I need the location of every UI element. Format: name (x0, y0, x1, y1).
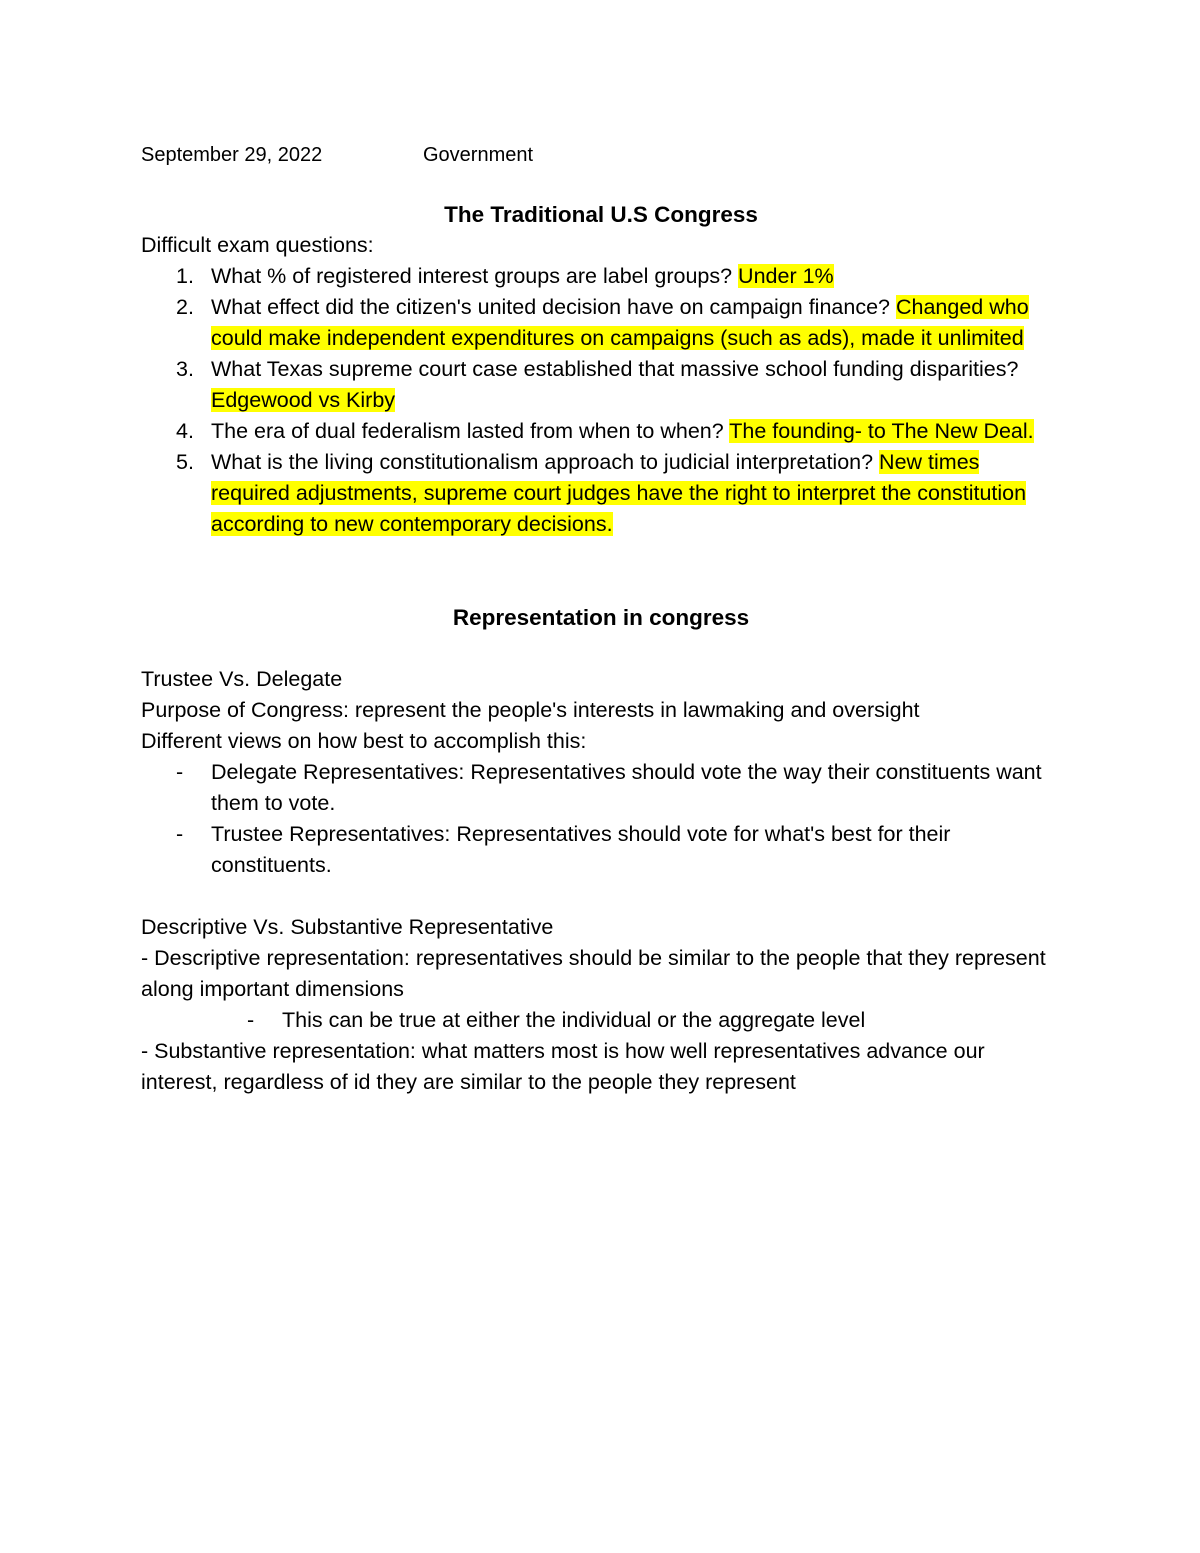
exam-questions-intro: Difficult exam questions: (141, 233, 374, 257)
purpose-text: Purpose of Congress: represent the people's interests in lawmaking and oversight (141, 698, 920, 722)
highlighted-answer: New times required adjustments, supreme court judges have the right to interpret the constitution according to new contemporary decisions. (211, 450, 1027, 536)
exam-questions-list (141, 261, 1061, 540)
list-item (141, 416, 1061, 447)
question-text: What Texas supreme court case established that massive school funding disparities? (211, 357, 1019, 381)
question-text: The era of dual federalism lasted from when to when? (211, 419, 730, 443)
list-item (141, 261, 1061, 292)
views-list (141, 757, 1061, 881)
list-item (141, 819, 1061, 881)
topic-trustee-delegate: Trustee Vs. Delegate (141, 667, 343, 691)
list-item (141, 292, 1061, 354)
question-text: What % of registered interest groups are label groups? (211, 264, 739, 288)
list-marker: 2. (176, 295, 194, 319)
descriptive-sub-item (141, 1005, 1061, 1036)
list-marker: - (176, 760, 184, 784)
view-text: Delegate Representatives: Representatives should vote the way their constituents want them to vote. (211, 760, 1042, 815)
view-text: Trustee Representatives: Representatives should vote for what's best for their constituents. (211, 822, 951, 877)
views-intro: Different views on how best to accomplish this: (141, 729, 587, 753)
highlighted-answer: The founding- to The New Deal. (729, 419, 1034, 443)
sub-item-text: This can be true at either the individual or the aggregate level (282, 1008, 866, 1032)
list-item (141, 757, 1061, 819)
highlighted-answer: Under 1% (738, 264, 834, 288)
date-text: September 29, 2022 (141, 144, 323, 166)
list-marker: - (247, 1008, 255, 1032)
question-text: What effect did the citizen's united decision have on campaign finance? (211, 295, 896, 319)
section-title-congress: The Traditional U.S Congress (444, 202, 758, 227)
descriptive-representation: - Descriptive representation: representatives should be similar to the people that they represent along important dimensions (141, 946, 1046, 1001)
document-header (141, 140, 1061, 171)
list-marker: 4. (176, 419, 194, 443)
question-text: What is the living constitutionalism approach to judicial interpretation? (211, 450, 880, 474)
list-marker: 5. (176, 450, 194, 474)
highlighted-answer: Edgewood vs Kirby (211, 388, 396, 412)
list-marker: 3. (176, 357, 194, 381)
list-marker: 1. (176, 264, 194, 288)
list-item (141, 447, 1061, 540)
list-marker: - (176, 822, 184, 846)
highlighted-answer: Changed who could make independent expenditures on campaigns (such as ads), made it unlimited (211, 295, 1029, 350)
document-page (141, 140, 1061, 1098)
topic-descriptive-substantive: Descriptive Vs. Substantive Representative (141, 915, 554, 939)
section-title-representation: Representation in congress (452, 605, 750, 630)
substantive-representation: - Substantive representation: what matters most is how well representatives advance our interest, regardless of id they are similar to the people they represent (141, 1039, 985, 1094)
subject-text: Government (423, 144, 534, 166)
list-item (141, 354, 1061, 416)
